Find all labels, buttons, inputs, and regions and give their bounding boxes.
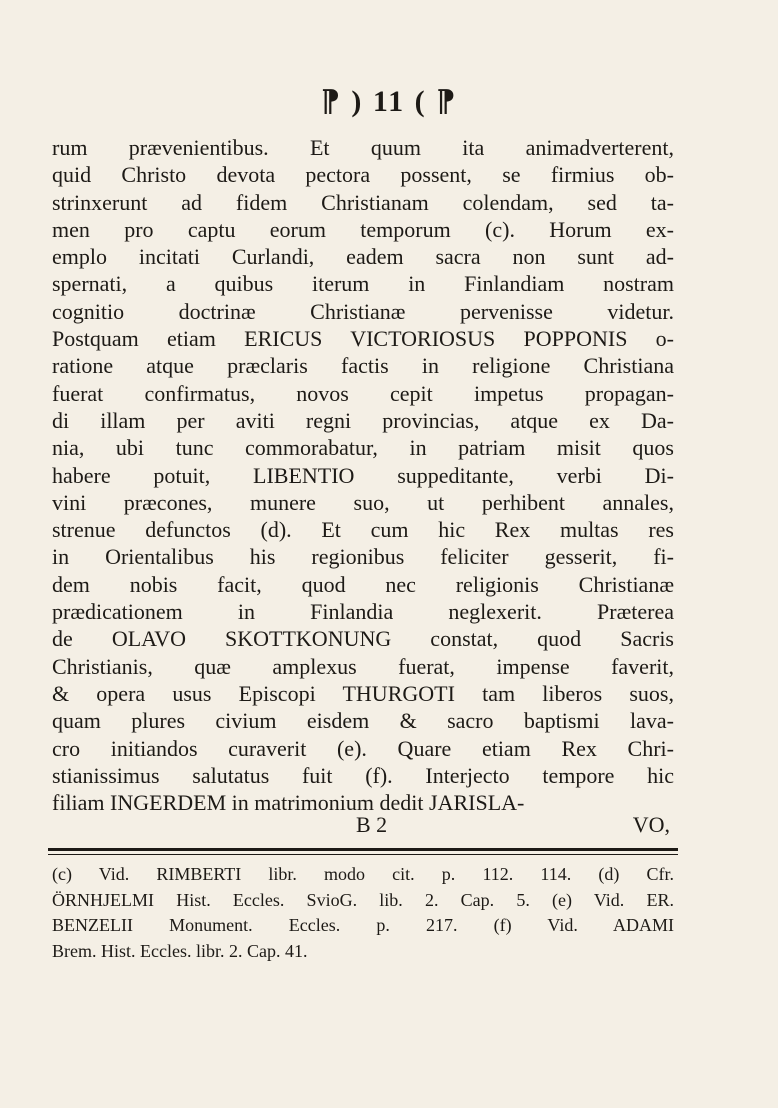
text-line: de OLAVO SKOTTKONUNG constat, quod Sacris [52,626,674,652]
text-line: habere potuit, LIBENTIO suppeditante, verbi Di- [52,462,674,488]
text-line: vini præcones, munere suo, ut perhibent annales, [52,489,674,515]
text-line: Christianis, quæ amplexus fuerat, impense faverit, [52,653,674,679]
text-line: prædicationem in Finlandia neglexerit. Præterea [52,599,674,625]
text-line: spernati, a quibus iterum in Finlandiam nostram [52,271,674,297]
text-line: men pro captu eorum temporum (c). Horum ex- [52,216,674,242]
footnote-line: BENZELII Monument. Eccles. p. 217. (f) Vid. ADAMI [52,915,674,935]
footnotes [52,862,674,964]
main-text [52,134,674,816]
text-line: Postquam etiam ERICUS VICTORIOSUS POPPONIS o- [52,326,674,352]
footnote-divider-thin [48,854,678,855]
text-line: emplo incitati Curlandi, eadem sacra non sunt ad- [52,244,674,270]
text-line: cognitio doctrinæ Christianæ pervenisse videtur. [52,298,674,324]
signature-mark: B 2 [356,812,388,837]
footnote-line: Brem. Hist. Eccles. libr. 2. Cap. 41. [52,940,308,961]
text-line: cro initiandos curaverit (e). Quare etiam Rex Chri- [52,735,674,761]
text-line: stianissimus salutatus fuit (f). Interjecto tempore hic [52,762,674,788]
footnote-line: (c) Vid. RIMBERTI libr. modo cit. p. 112. 114. (d) Cfr. [52,864,674,884]
page-header: ⁋ ) 11 ( ⁋ [320,85,458,118]
footnote-line: ÖRNHJELMI Hist. Eccles. SvioG. lib. 2. Cap. 5. (e) Vid. ER. [52,889,674,910]
text-line: in Orientalibus his regionibus feliciter gesserit, fi- [52,544,674,570]
text-line: nia, ubi tunc commorabatur, in patriam misit quos [52,435,674,461]
text-line: fuerat confirmatus, novos cepit impetus propagan- [52,380,674,406]
text-line: strinxerunt ad fidem Christianam colendam, sed ta- [52,189,674,215]
text-line: quam plures civium eisdem & sacro baptismi lava- [52,708,674,734]
text-line: ratione atque præclaris factis in religione Christiana [52,353,674,379]
text-line: quid Christo devota pectora possent, se firmius ob- [52,162,674,188]
text-line: strenue defunctos (d). Et cum hic Rex multas res [52,517,674,543]
text-line: filiam INGERDEM in matrimonium dedit JARISLA- [52,790,525,816]
footnote-divider [48,848,678,851]
page-signature-line [52,810,674,840]
text-line: dem nobis facit, quod nec religionis Christianæ [52,571,674,597]
catchword: VO, [632,812,670,837]
text-line: & opera usus Episcopi THURGOTI tam liberos suos, [52,680,674,706]
text-line: rum prævenientibus. Et quum ita animadverterent, [52,135,674,160]
text-line: di illam per aviti regni provincias, atque ex Da- [52,407,674,433]
